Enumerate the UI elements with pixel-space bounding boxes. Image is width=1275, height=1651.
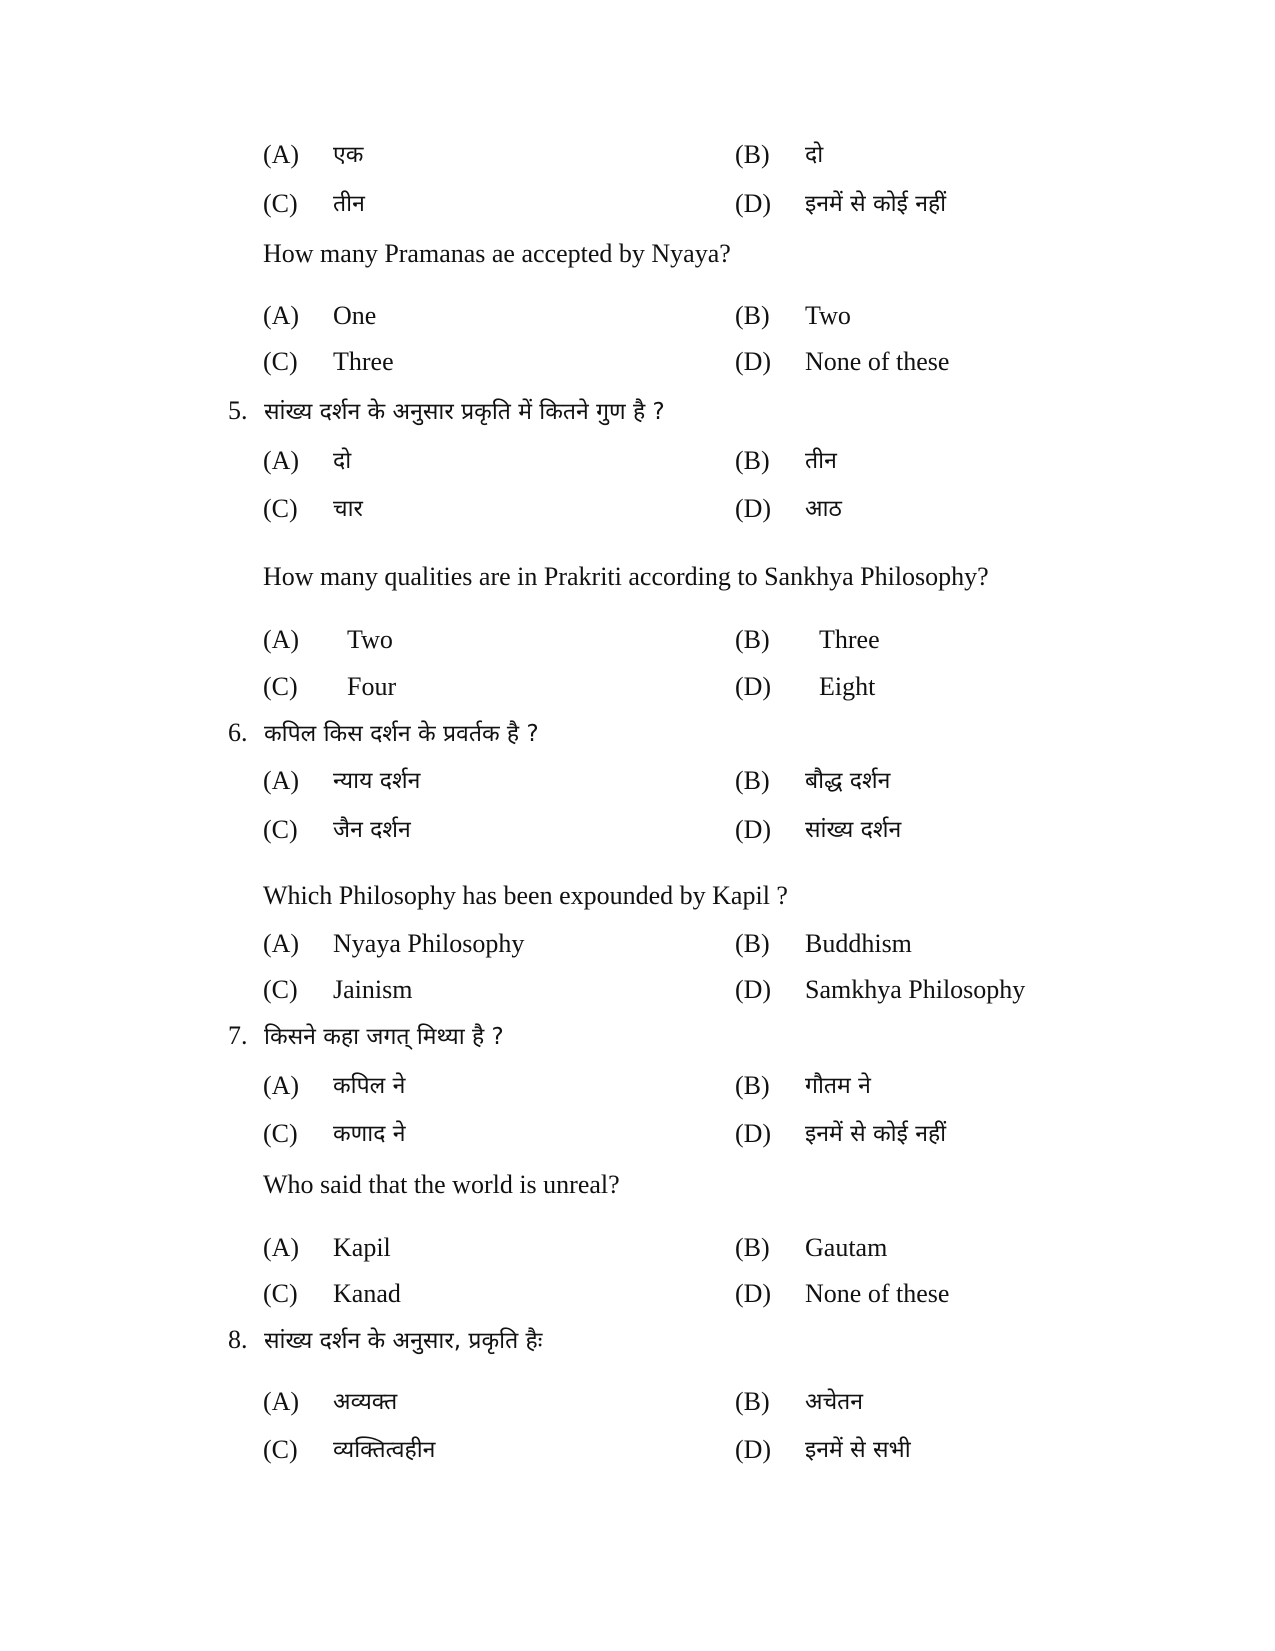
option-row bbox=[0, 492, 1275, 526]
question-number: 8. bbox=[228, 1325, 248, 1354]
option-label: (B) bbox=[735, 766, 770, 795]
option-label: (A) bbox=[263, 1387, 300, 1416]
option-text: तीन bbox=[333, 191, 365, 217]
option-row bbox=[0, 1231, 1275, 1265]
option-text: इनमें से कोई नहीं bbox=[805, 1121, 947, 1147]
option-text: चार bbox=[333, 496, 363, 522]
option-label: (B) bbox=[735, 1387, 770, 1416]
option-text: इनमें से सभी bbox=[805, 1437, 911, 1463]
option-text: आठ bbox=[805, 496, 842, 522]
option-row bbox=[0, 187, 1275, 221]
question-6 bbox=[228, 716, 539, 751]
option-label: (B) bbox=[735, 625, 770, 654]
option-text: इनमें से कोई नहीं bbox=[805, 191, 947, 217]
option-row bbox=[0, 623, 1275, 657]
option-label: (D) bbox=[735, 672, 772, 701]
option-row bbox=[0, 973, 1275, 1007]
question-text: सांख्य दर्शन के अनुसार, प्रकृति हैः bbox=[264, 1328, 543, 1354]
option-text: जैन दर्शन bbox=[333, 817, 411, 843]
option-label: (A) bbox=[263, 1233, 300, 1262]
question-5 bbox=[228, 394, 665, 429]
question-number: 7. bbox=[228, 1021, 248, 1050]
option-text: कपिल ने bbox=[333, 1073, 406, 1099]
option-text: Kapil bbox=[333, 1233, 391, 1262]
option-label: (D) bbox=[735, 975, 772, 1004]
option-label: (A) bbox=[263, 140, 300, 169]
option-row bbox=[0, 1385, 1275, 1419]
option-text: अव्यक्त bbox=[333, 1389, 398, 1415]
option-row bbox=[0, 927, 1275, 961]
option-label: (B) bbox=[735, 446, 770, 475]
english-question: Which Philosophy has been expounded by Kapil ? bbox=[263, 881, 788, 910]
option-text: One bbox=[333, 301, 377, 330]
option-row bbox=[0, 670, 1275, 704]
option-text: न्याय दर्शन bbox=[333, 768, 421, 794]
option-text: Three bbox=[819, 625, 880, 654]
option-label: (C) bbox=[263, 1119, 298, 1148]
option-row bbox=[0, 299, 1275, 333]
option-label: (A) bbox=[263, 625, 300, 654]
option-text: दो bbox=[333, 448, 352, 474]
option-text: सांख्य दर्शन bbox=[805, 817, 902, 843]
option-text: बौद्ध दर्शन bbox=[805, 768, 891, 794]
option-label: (A) bbox=[263, 301, 300, 330]
english-question: How many Pramanas ae accepted by Nyaya? bbox=[263, 239, 731, 268]
option-label: (B) bbox=[735, 1071, 770, 1100]
option-row bbox=[0, 138, 1275, 172]
option-label: (C) bbox=[263, 189, 298, 218]
option-text: Gautam bbox=[805, 1233, 888, 1262]
question-number: 5. bbox=[228, 396, 248, 425]
option-label: (D) bbox=[735, 1435, 772, 1464]
option-label: (A) bbox=[263, 929, 300, 958]
english-question: How many qualities are in Prakriti according to Sankhya Philosophy? bbox=[263, 562, 989, 591]
option-text: Nyaya Philosophy bbox=[333, 929, 525, 958]
english-question: Who said that the world is unreal? bbox=[263, 1170, 620, 1199]
option-label: (D) bbox=[735, 815, 772, 844]
option-row bbox=[0, 1277, 1275, 1311]
option-label: (C) bbox=[263, 815, 298, 844]
option-text: गौतम ने bbox=[805, 1073, 871, 1099]
option-label: (C) bbox=[263, 347, 298, 376]
option-label: (B) bbox=[735, 1233, 770, 1262]
option-text: Kanad bbox=[333, 1279, 401, 1308]
option-text: Samkhya Philosophy bbox=[805, 975, 1026, 1004]
option-label: (C) bbox=[263, 672, 298, 701]
option-text: Three bbox=[333, 347, 394, 376]
option-label: (D) bbox=[735, 189, 772, 218]
question-number: 6. bbox=[228, 718, 248, 747]
option-text: Two bbox=[347, 625, 393, 654]
option-text: व्यक्तित्वहीन bbox=[333, 1437, 436, 1463]
option-label: (D) bbox=[735, 494, 772, 523]
option-row bbox=[0, 764, 1275, 798]
option-text: एक bbox=[333, 142, 364, 168]
option-text: कणाद ने bbox=[333, 1121, 406, 1147]
question-text: किसने कहा जगत् मिथ्या है ? bbox=[264, 1024, 504, 1050]
question-text: कपिल किस दर्शन के प्रवर्तक है ? bbox=[264, 721, 539, 747]
option-label: (A) bbox=[263, 1071, 300, 1100]
option-text: Four bbox=[347, 672, 397, 701]
option-text: अचेतन bbox=[805, 1389, 864, 1415]
option-label: (C) bbox=[263, 1279, 298, 1308]
option-text: दो bbox=[805, 142, 824, 168]
option-label: (A) bbox=[263, 766, 300, 795]
option-label: (B) bbox=[735, 929, 770, 958]
question-8 bbox=[228, 1323, 542, 1358]
option-text: None of these bbox=[805, 347, 950, 376]
option-label: (C) bbox=[263, 494, 298, 523]
option-text: None of these bbox=[805, 1279, 950, 1308]
option-label: (D) bbox=[735, 347, 772, 376]
question-7 bbox=[228, 1019, 504, 1054]
option-row bbox=[0, 1069, 1275, 1103]
option-label: (C) bbox=[263, 1435, 298, 1464]
option-label: (D) bbox=[735, 1119, 772, 1148]
option-label: (B) bbox=[735, 140, 770, 169]
option-text: Buddhism bbox=[805, 929, 912, 958]
option-label: (A) bbox=[263, 446, 300, 475]
option-label: (C) bbox=[263, 975, 298, 1004]
option-text: Jainism bbox=[333, 975, 413, 1004]
option-row bbox=[0, 345, 1275, 379]
option-text: Eight bbox=[819, 672, 876, 701]
option-text: तीन bbox=[805, 448, 837, 474]
option-row bbox=[0, 1117, 1275, 1151]
question-text: सांख्य दर्शन के अनुसार प्रकृति में कितने गुण है ? bbox=[264, 399, 665, 425]
option-row bbox=[0, 444, 1275, 478]
option-label: (D) bbox=[735, 1279, 772, 1308]
option-row bbox=[0, 813, 1275, 847]
option-text: Two bbox=[805, 301, 851, 330]
option-label: (B) bbox=[735, 301, 770, 330]
option-row bbox=[0, 1433, 1275, 1467]
